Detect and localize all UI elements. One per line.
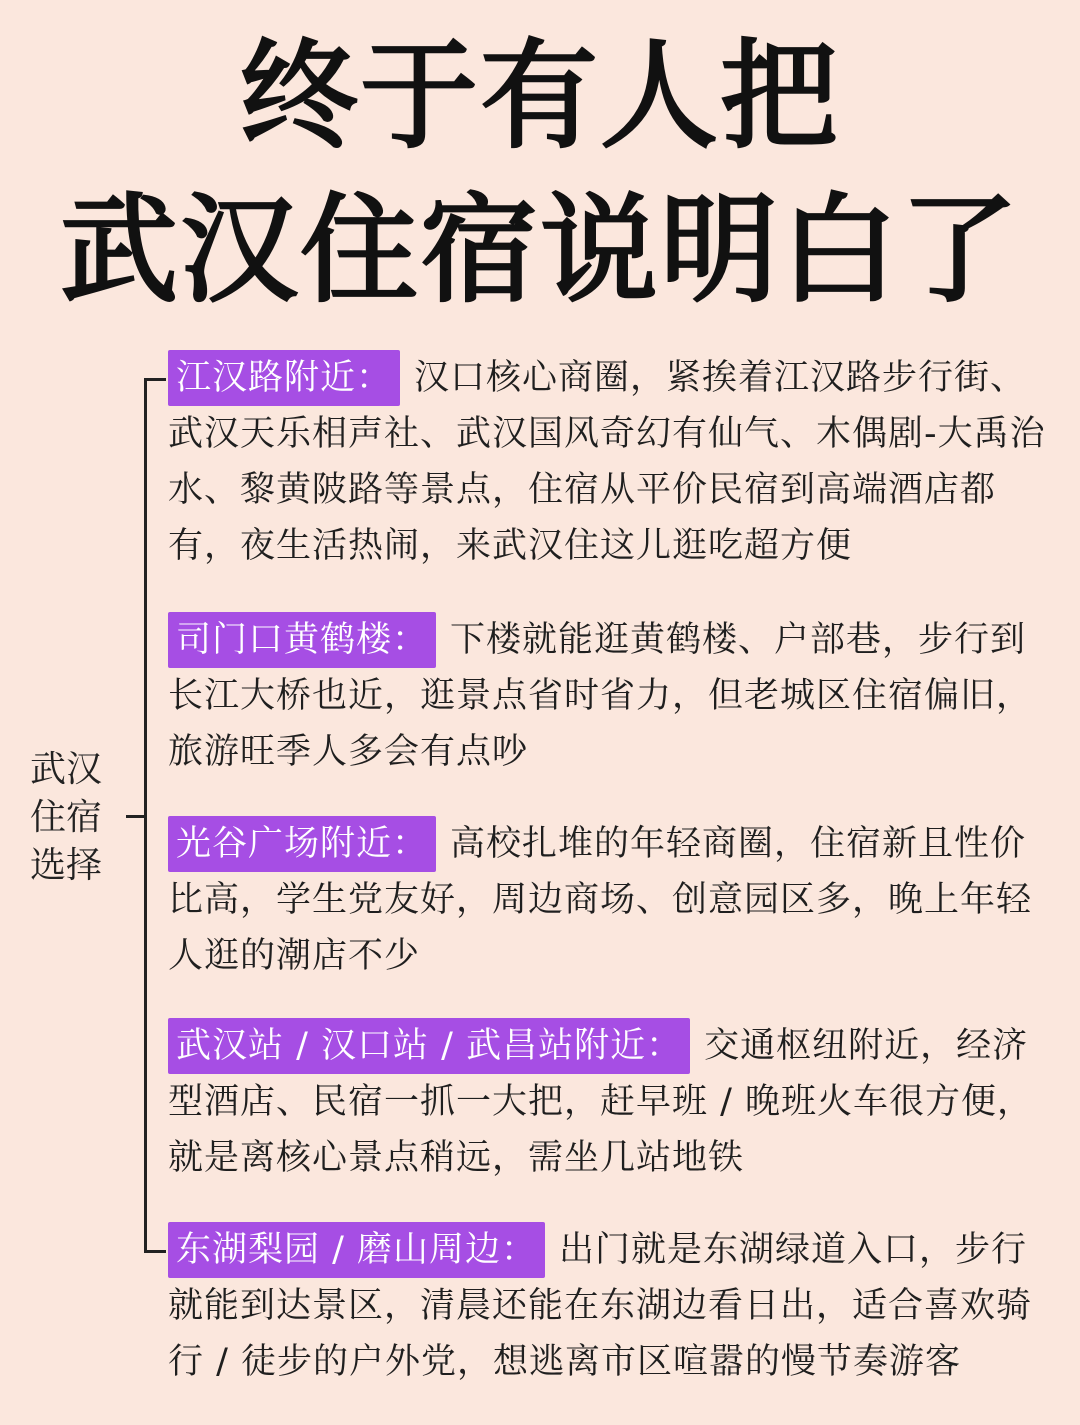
side-label-line-2: 住宿 <box>30 797 103 838</box>
side-label <box>30 746 106 890</box>
entry-railway-stations <box>168 1018 1050 1186</box>
side-label-line-3: 选择 <box>30 845 103 886</box>
bracket-tick-bottom <box>144 1250 166 1253</box>
entry-tag: 司门口黄鹤楼： <box>168 612 436 668</box>
entry-tag: 光谷广场附近： <box>168 816 436 872</box>
entry-text: 高校扎堆的年轻商圈，住宿新且性价比高，学生党友好，周边商场、创意园区多，晚上年轻人逛的潮店不少 <box>168 824 1033 976</box>
entry-tag: 武汉站 / 汉口站 / 武昌站附近： <box>168 1018 690 1074</box>
entry-text: 出门就是东湖绿道入口，步行就能到达景区，清晨还能在东湖边看日出，适合喜欢骑行 / 徒步的户外党，想逃离市区喧嚣的慢节奏游客 <box>168 1230 1033 1382</box>
title-line-1: 终于有人把 <box>239 27 840 165</box>
bracket-stem <box>126 815 144 818</box>
side-label-line-1: 武汉 <box>30 749 103 790</box>
bracket-tick-top <box>144 378 166 381</box>
entry-tag: 江汉路附近： <box>168 350 400 406</box>
entry-tag: 东湖梨园 / 磨山周边： <box>168 1222 545 1278</box>
bracket-vertical-line <box>144 378 147 1253</box>
title-line-2: 武汉住宿说明白了 <box>59 181 1020 319</box>
entry-optics-valley <box>168 816 1050 984</box>
entry-simenkou-yellow-crane <box>168 612 1050 780</box>
entry-jianghan-road <box>168 350 1050 574</box>
entry-text: 下楼就能逛黄鹤楼、户部巷，步行到长江大桥也近，逛景点省时省力，但老城区住宿偏旧，旅游旺季人多会有点吵 <box>168 620 1033 772</box>
entry-text: 汉口核心商圈，紧挨着江汉路步行街、武汉天乐相声社、武汉国风奇幻有仙气、木偶剧-大禹治水、黎黄陂路等景点，住宿从平价民宿到高端酒店都有，夜生活热闹，来武汉住这儿逛吃超方便 <box>168 358 1046 566</box>
entry-text: 交通枢纽附近，经济型酒店、民宿一抓一大把，赶早班 / 晚班火车很方便，就是离核心景点稍远，需坐几站地铁 <box>168 1026 1034 1178</box>
entry-east-lake <box>168 1222 1050 1390</box>
